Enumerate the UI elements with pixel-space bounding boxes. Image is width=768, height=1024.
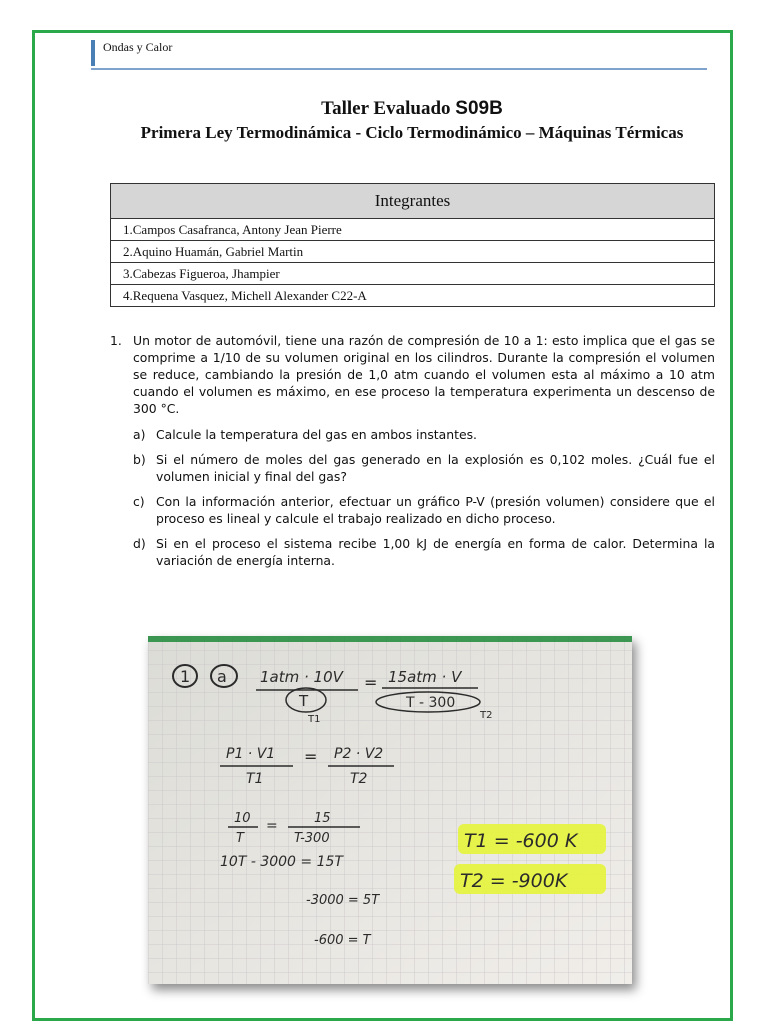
hw-sub-t2: T2 (480, 710, 493, 721)
hw-eq1-right-num: 15atm · V (388, 668, 462, 686)
hw-eq1-right-den: T - 300 (406, 695, 456, 711)
hw-eq1-left-den: T (299, 692, 309, 710)
hw-eq3-right-num: 15 (314, 811, 331, 826)
member-row: 4.Requena Vasquez, Michell Alexander C22-A (111, 285, 715, 307)
page-subtitle: Primera Ley Termodinámica - Ciclo Termodinámico – Máquinas Térmicas (140, 123, 684, 142)
problem-item-d (133, 535, 715, 569)
hw-circle-2: a (217, 667, 227, 686)
hw-eq2-left-den: T1 (246, 771, 264, 787)
handwritten-solution-photo (148, 636, 632, 984)
svg-text:=: = (266, 818, 278, 834)
hw-eq3-right-den: T-300 (294, 831, 330, 846)
hw-circle-1: 1 (180, 667, 191, 686)
handwritten-solution-drawing (148, 636, 632, 984)
members-heading: Integrantes (111, 184, 715, 219)
item-text: Calcule la temperatura del gas en ambos instantes. (156, 427, 477, 442)
hw-result-t1: T1 = -600 K (464, 830, 578, 852)
problem-1 (110, 332, 715, 577)
item-label: b) (133, 452, 146, 467)
problem-item-c (133, 493, 715, 527)
item-label: d) (133, 536, 146, 551)
item-text: Si en el proceso el sistema recibe 1,00 kJ de energía en forma de calor. Determina la variación de energía interna. (156, 536, 715, 568)
problem-number: 1. (110, 333, 122, 348)
title-prefix: Taller Evaluado (321, 98, 456, 119)
hw-eq6: -600 = T (314, 933, 371, 948)
hw-eq1-left-num: 1atm · 10V (260, 668, 343, 686)
problem-items (133, 426, 715, 569)
title-code: S09B (455, 98, 503, 119)
item-text: Si el número de moles del gas generado en la explosión es 0,102 moles. ¿Cuál fue el volumen inicial y final del gas? (156, 452, 715, 484)
problem-statement: Un motor de automóvil, tiene una razón de compresión de 10 a 1: esto implica que el gas se comprime a 1/10 de su volumen original en los cilindros. Durante la compresión el volumen se reduce, cambiando la presión de 1,0 atm cuando el volumen esta al máximo a 10 atm cuando el volumen es máximo, en ese proceso la temperatura experimenta un descenso de 300 °C. (133, 333, 715, 416)
hw-result-t2: T2 = -900K (460, 870, 568, 892)
course-name: Ondas y Calor (103, 40, 173, 54)
hw-eq5: -3000 = 5T (306, 893, 380, 908)
member-row: 1.Campos Casafranca, Antony Jean Pierre (111, 219, 715, 241)
members-table (110, 183, 715, 307)
item-label: c) (133, 494, 145, 509)
header-accent-bar (91, 40, 95, 66)
page-title (110, 98, 714, 120)
hw-eq3-left-num: 10 (234, 811, 251, 826)
svg-text:=: = (364, 673, 378, 692)
svg-text:=: = (304, 747, 318, 766)
hw-eq2-left-num: P1 · V1 (226, 746, 276, 762)
problem-item-a (133, 426, 715, 443)
hw-eq4: 10T - 3000 = 15T (220, 854, 343, 870)
hw-eq2-right-num: P2 · V2 (334, 746, 384, 762)
member-row: 3.Cabezas Figueroa, Jhampier (111, 263, 715, 285)
hw-eq2-right-den: T2 (350, 771, 368, 787)
problem-item-b (133, 451, 715, 485)
hw-eq3-left-den: T (236, 831, 244, 846)
item-text: Con la información anterior, efectuar un gráfico P-V (presión volumen) considere que el proceso es lineal y calcule el trabajo realizado en dicho proceso. (156, 494, 715, 526)
hw-sub-t1: T1 (308, 714, 321, 725)
header-rule (91, 68, 707, 70)
member-row: 2.Aquino Huamán, Gabriel Martin (111, 241, 715, 263)
item-label: a) (133, 427, 146, 442)
